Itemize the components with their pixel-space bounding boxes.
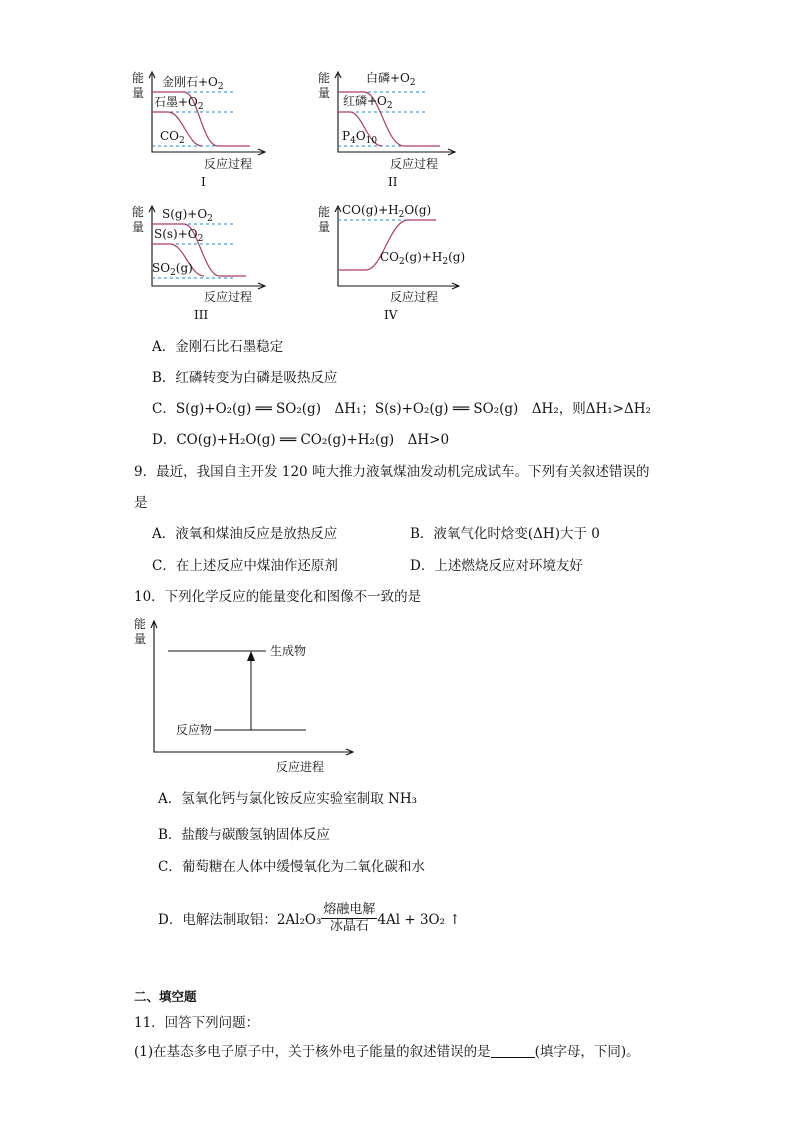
label-top: 金刚石$+O_2$ xyxy=(162,75,224,92)
energy-diagram-II xyxy=(316,64,461,194)
label-mid: 红磷$+O_2$ xyxy=(343,94,393,111)
q9-option-c[interactable]: C．在上述反应中煤油作还原剂 xyxy=(152,558,338,574)
diagram-caption: II xyxy=(388,175,398,189)
q10-option-a[interactable]: A．氢氧化钙与氯化铵反应实验室制取 NH₃ xyxy=(158,791,418,807)
q8-option-a[interactable]: A．金刚石比石墨稳定 xyxy=(152,339,284,355)
energy-diagram-IV xyxy=(316,198,466,326)
diagram-caption: IV xyxy=(384,308,398,322)
x-axis-label: 反应过程 xyxy=(204,290,253,304)
label-top: $S(g)+O_2$ xyxy=(162,207,213,224)
section-heading: 二、填空题 xyxy=(134,989,197,1004)
q9-option-a[interactable]: A．液氧和煤油反应是放热反应 xyxy=(152,526,338,542)
label-bottom: $P_4O_{10}$ xyxy=(342,129,378,146)
product-label: 生成物 xyxy=(270,644,307,658)
y-axis-label-1: 能 xyxy=(134,617,147,631)
label-bottom: $SO_2(g)$ xyxy=(152,261,193,278)
x-axis-label: 反应过程 xyxy=(390,290,439,304)
q10-energy-diagram xyxy=(130,612,360,777)
q8-option-b[interactable]: B．红磷转变为白磷是吸热反应 xyxy=(152,370,338,386)
condition-over: 熔融电解 xyxy=(323,902,376,917)
x-axis-label: 反应进程 xyxy=(276,760,325,774)
q8-option-d[interactable]: D．CO(g)+H₂O(g) ══ CO₂(g)+H₂(g) ΔH>0 xyxy=(152,432,450,448)
q11-part1 xyxy=(134,1043,640,1061)
reactant-label: 反应物 xyxy=(176,723,213,737)
label-bottom: $CO_2(g)+H_2(g)$ xyxy=(380,250,466,267)
x-axis-label: 反应过程 xyxy=(390,157,439,171)
q10-option-d-prefix: D．电解法制取铝：2Al₂O₃ xyxy=(158,912,322,928)
diagram-caption: I xyxy=(201,175,206,189)
q10-stem: 10．下列化学反应的能量变化和图像不一致的是 xyxy=(134,589,422,605)
y-axis-label-2: 量 xyxy=(132,86,145,100)
label-top: $CO(g)+H_2O(g)$ xyxy=(342,203,432,220)
y-axis-label-1: 能 xyxy=(318,205,331,219)
q11-part1-tail: (填字母，下同)。 xyxy=(534,1044,640,1060)
q10-option-c[interactable]: C．葡萄糖在人体中缓慢氧化为二氧化碳和水 xyxy=(158,859,425,875)
label-top: 白磷$+O_2$ xyxy=(366,71,416,88)
y-axis-label-2: 量 xyxy=(318,86,331,100)
answer-blank[interactable] xyxy=(491,1043,535,1058)
q11-stem: 11．回答下列问题： xyxy=(134,1015,260,1031)
q9-stem-line2: 是 xyxy=(134,495,148,511)
y-axis-label-2: 量 xyxy=(134,632,147,646)
q11-part1-text: (1)在基态多电子原子中，关于核外电子能量的叙述错误的是 xyxy=(134,1044,491,1060)
energy-arrow-head xyxy=(247,651,255,661)
condition-under: 冰晶石 xyxy=(329,919,369,934)
q10-option-b[interactable]: B．盐酸与碳酸氢钠固体反应 xyxy=(158,827,330,843)
y-axis-label-1: 能 xyxy=(132,71,145,85)
y-axis-label-1: 能 xyxy=(318,71,331,85)
x-axis-label: 反应过程 xyxy=(204,157,253,171)
q10-option-d[interactable] xyxy=(158,901,461,939)
q9-option-b[interactable]: B．液氧气化时焓变(ΔH)大于 0 xyxy=(410,526,600,542)
q9-stem-line1: 9．最近，我国自主开发 120 吨大推力液氧煤油发动机完成试车。下列有关叙述错误的 xyxy=(134,464,650,480)
label-bottom: $CO_2$ xyxy=(160,129,185,146)
y-axis-label-2: 量 xyxy=(318,220,331,234)
q8-option-c[interactable]: C．S(g)+O₂(g) ══ SO₂(g) ΔH₁；S(s)+O₂(g) ══ SO₂(g) ΔH₂，则ΔH₁>ΔH₂ xyxy=(152,401,651,417)
q10-option-d-suffix: 4Al + 3O₂ ↑ xyxy=(377,912,461,928)
y-axis-label-1: 能 xyxy=(132,205,145,219)
label-mid: $S(s)+O_2$ xyxy=(154,227,204,244)
reaction-condition xyxy=(321,902,377,935)
q9-option-d[interactable]: D．上述燃烧反应对环境友好 xyxy=(410,558,583,574)
diagram-caption: III xyxy=(194,308,209,322)
label-mid: 石墨$+O_2$ xyxy=(154,95,204,112)
energy-diagram-III xyxy=(130,198,270,326)
energy-diagram-I xyxy=(130,64,270,194)
y-axis-label-2: 量 xyxy=(132,220,145,234)
